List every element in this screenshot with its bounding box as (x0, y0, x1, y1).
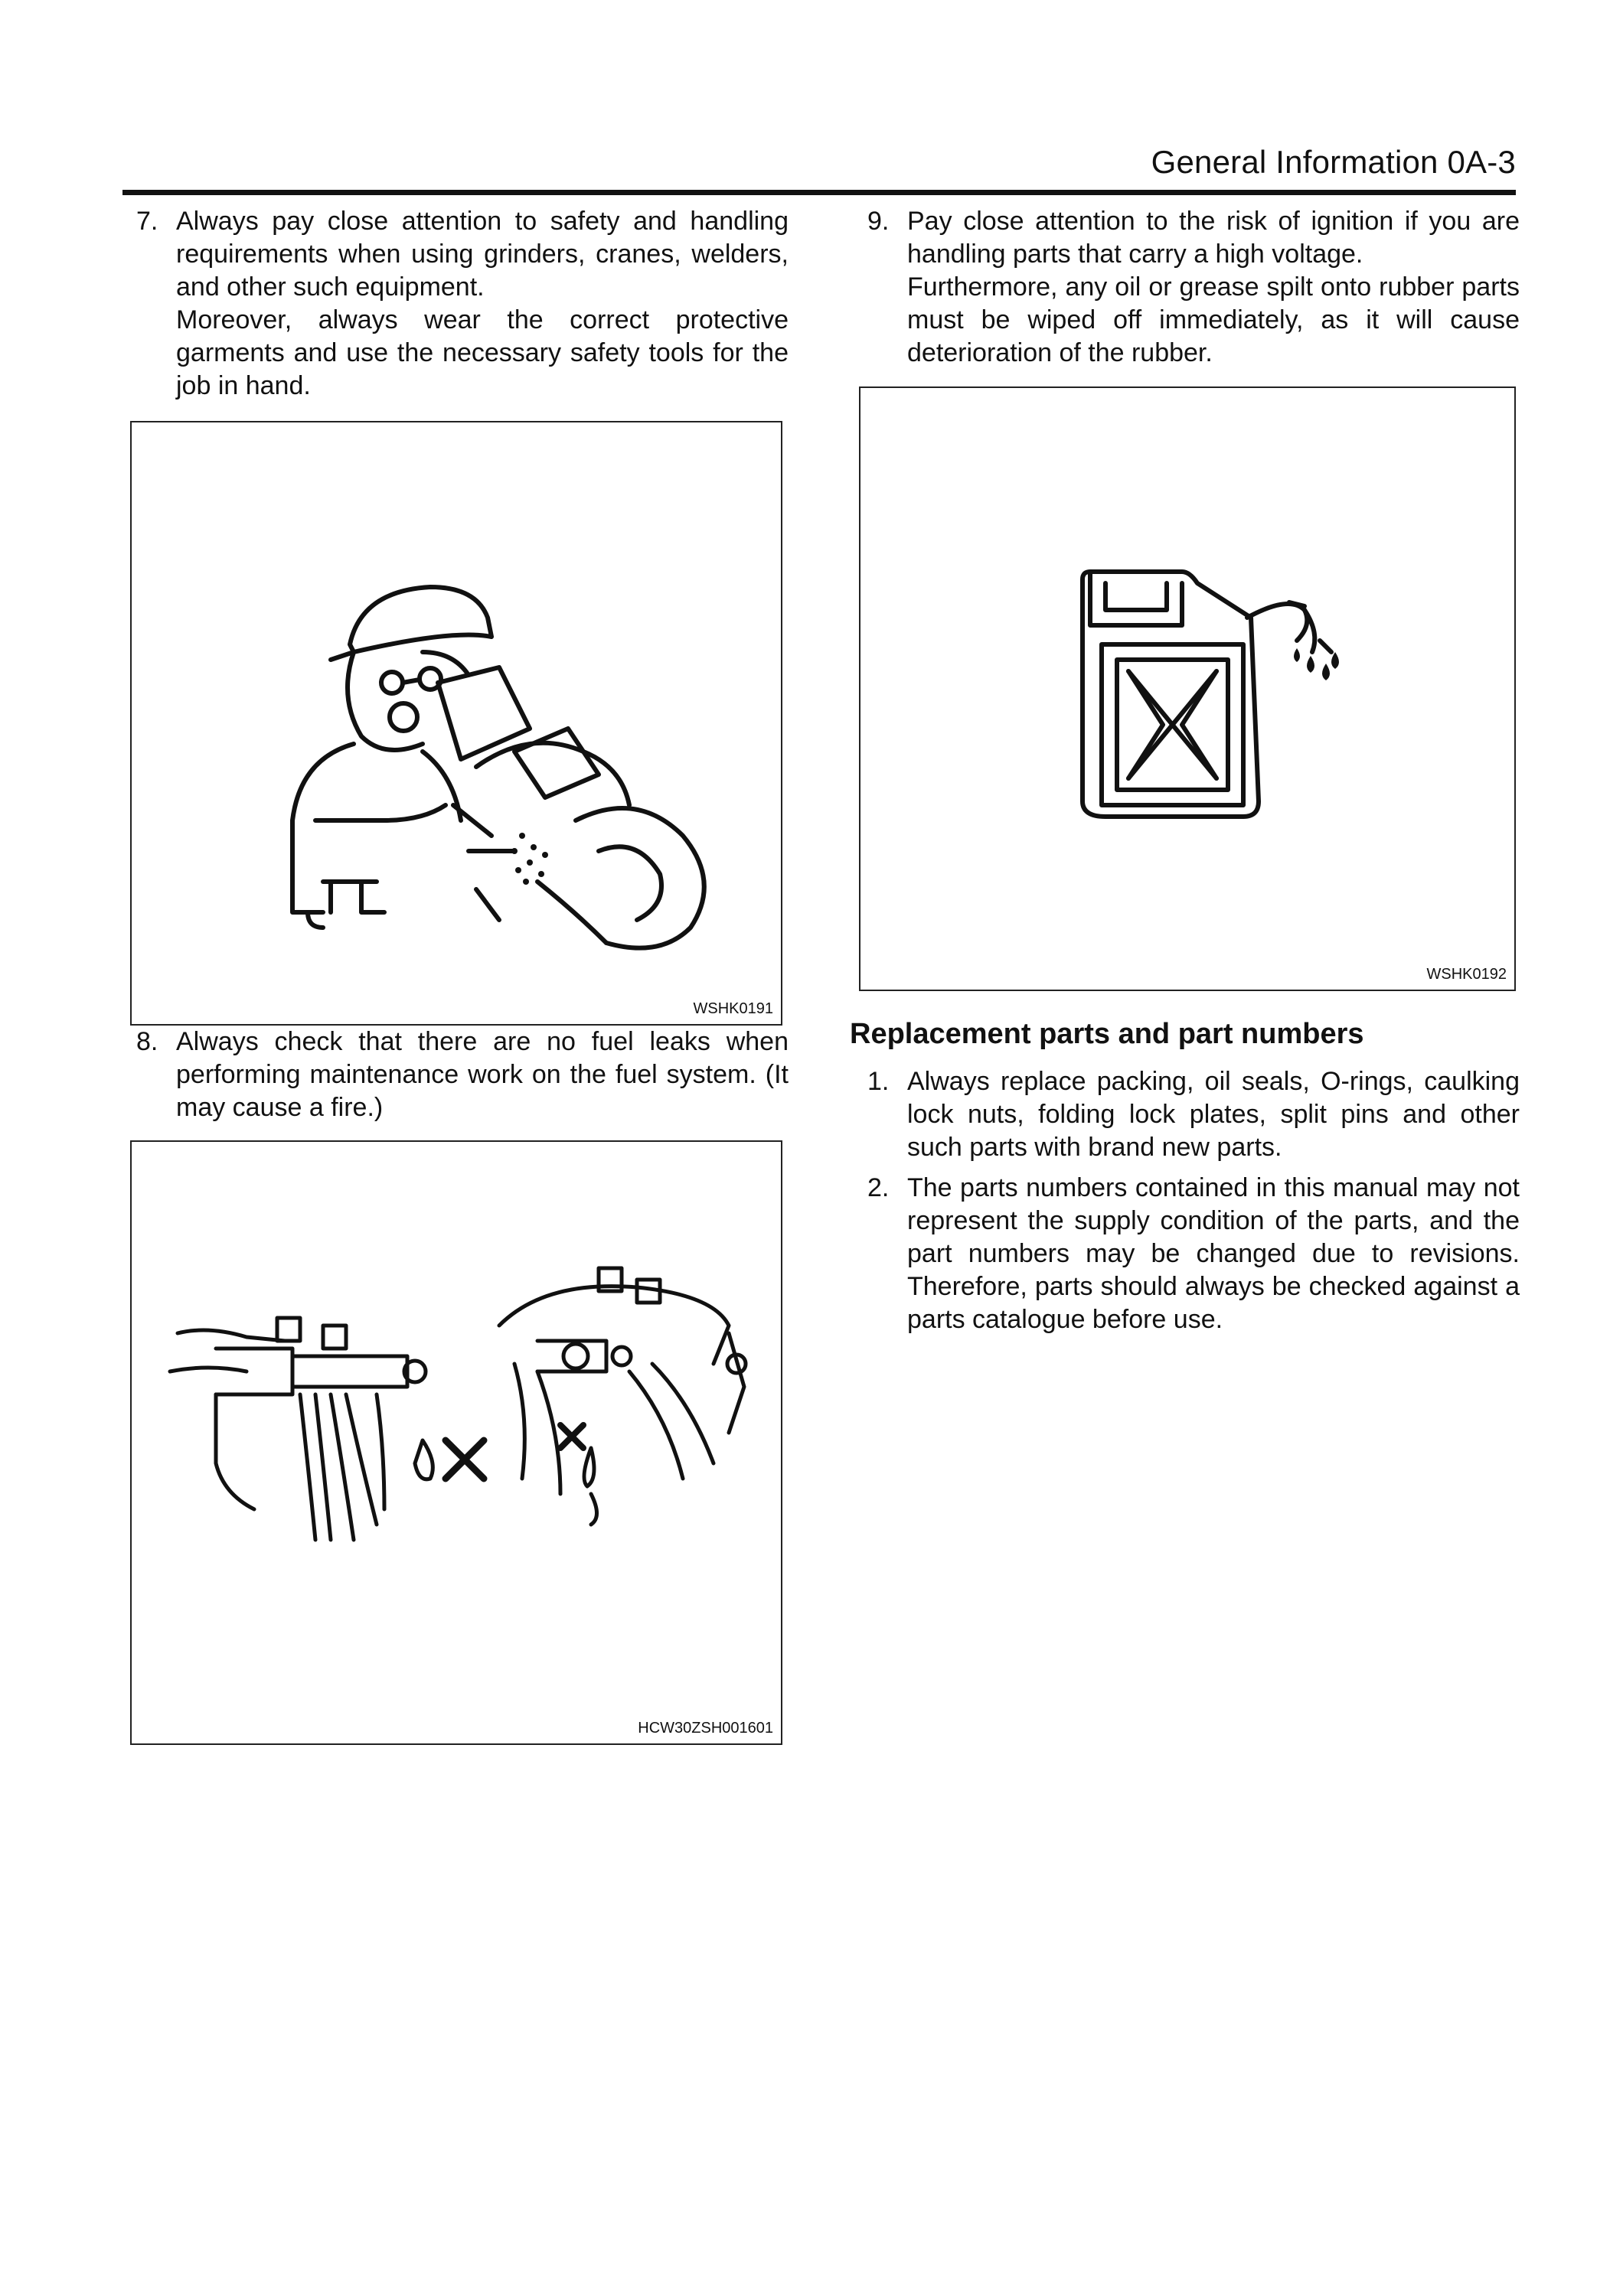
fuel-leak-illustration (132, 1142, 784, 1746)
list-item-1 (846, 1065, 1520, 1164)
grinder-worker-illustration (132, 422, 784, 1027)
replacement-parts-list (846, 1065, 1520, 1336)
item-text: The parts numbers contained in this manual may not represent the supply condition of the parts, and the part numbers may be changed due to revisions. Therefore, parts should always be checked against a parts catalogue before use. (907, 1173, 1520, 1334)
left-column-lower (115, 1026, 789, 1124)
figure-grinder (130, 421, 782, 1026)
page-title: General Information 0A-3 (1151, 144, 1516, 180)
list-item-8 (115, 1026, 789, 1124)
item-number: 1. (867, 1067, 890, 1096)
list-item-9 (846, 205, 1520, 370)
figure-code: HCW30ZSH001601 (638, 1720, 773, 1737)
section-heading: Replacement parts and part numbers (850, 1018, 1364, 1050)
item-text: Always replace packing, oil seals, O-rings, caulking lock nuts, folding lock plates, split pins and other such parts with brand new parts. (907, 1067, 1520, 1162)
header-divider (122, 190, 1516, 195)
item-number: 8. (136, 1027, 158, 1056)
left-column (115, 205, 789, 403)
list-item-7 (115, 205, 789, 403)
item-number: 9. (867, 207, 890, 236)
right-column (846, 205, 1520, 370)
item-number: 2. (867, 1173, 890, 1202)
item-number: 7. (136, 207, 158, 236)
item-text: Pay close attention to the risk of ignition if you are handling parts that carry a high voltage. (907, 207, 1520, 269)
figure-code: WSHK0192 (1426, 966, 1507, 983)
item-text: Always pay close attention to safety and handling requirements when using grinders, cranes, welders, and other such equipment. (176, 207, 789, 302)
item-text: Always check that there are no fuel leaks when performing maintenance work on the fuel system. (It may cause a fire.) (176, 1027, 789, 1122)
item-text: Moreover, always wear the correct protective garments and use the necessary safety tools for the job in hand. (176, 305, 789, 400)
fuel-can-illustration (860, 388, 1517, 993)
item-text: Furthermore, any oil or grease spilt onto rubber parts must be wiped off immediately, as it will cause deterioration of the rubber. (907, 272, 1520, 367)
figure-code: WSHK0191 (693, 1000, 773, 1017)
figure-fuel-leak (130, 1140, 782, 1745)
figure-fuel-can (859, 386, 1516, 991)
list-item-2 (846, 1172, 1520, 1336)
